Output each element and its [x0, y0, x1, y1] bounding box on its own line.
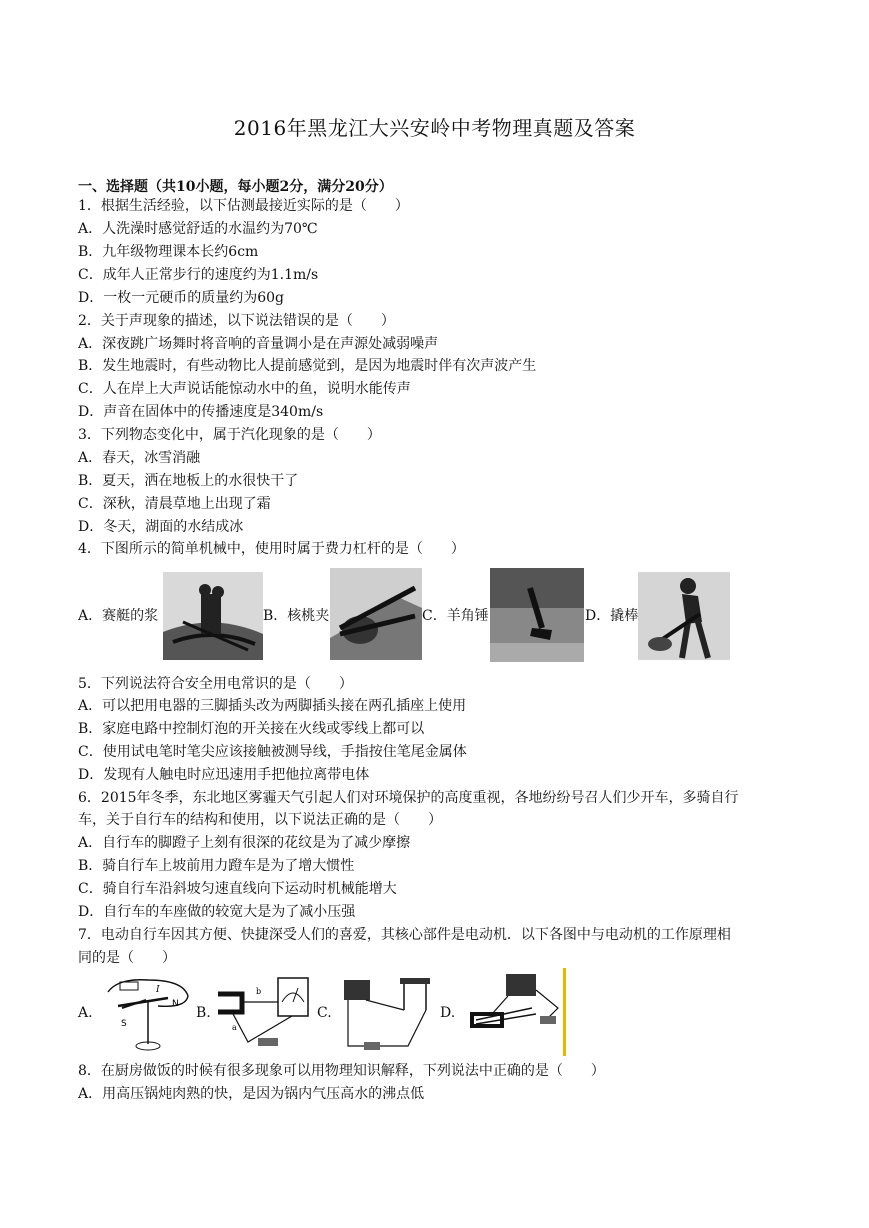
- battery-circuit-diagram: [338, 970, 436, 1058]
- q5-option-b: B．家庭电路中控制灯泡的开关接在火线或零线上都可以: [78, 721, 425, 737]
- q8-stem: 8．在厨房做饭的时候有很多现象可以用物理知识解释，下列说法中正确的是（ ）: [78, 1063, 605, 1079]
- q6-option-b: B．骑自行车上坡前用力蹬车是为了增大惯性: [78, 858, 355, 874]
- page-title: 2016年黑龙江大兴安岭中考物理真题及答案: [233, 116, 636, 140]
- q3-option-d: D．冬天，湖面的水结成冰: [78, 519, 244, 535]
- rowing-oar-photo: [163, 572, 263, 660]
- generator-galvanometer-diagram: [212, 972, 312, 1058]
- fig-b-label-b: b: [256, 987, 262, 996]
- q6-option-d: D．自行车的车座做的较宽大是为了减小压强: [78, 904, 356, 920]
- q3-option-a: A．春天，冰雪消融: [78, 450, 201, 466]
- q7-option-a: A.: [78, 1005, 93, 1021]
- q6-option-c: C．骑自行车沿斜坡匀速直线向下运动时机械能增大: [78, 881, 397, 897]
- motor-rails-diagram: [462, 968, 568, 1058]
- q4-option-a: A．赛艇的浆: [78, 608, 159, 624]
- claw-hammer-photo: [490, 568, 584, 662]
- q8-option-a: A．用高压锅炖肉熟的快，是因为锅内气压高水的沸点低: [78, 1086, 425, 1102]
- section-heading: 一、选择题（共10小题，每小题2分，满分20分）: [78, 179, 393, 195]
- q4-option-d: D．撬棒: [585, 608, 639, 624]
- oersted-compass-diagram: [98, 972, 198, 1054]
- q5-option-c: C．使用试电笔时笔尖应该接触被测导线，手指按住笔尾金属体: [78, 744, 467, 760]
- q7-option-d: D.: [440, 1005, 456, 1021]
- q1-option-b: B．九年级物理课本长约6cm: [78, 244, 259, 260]
- q1-option-c: C．成年人正常步行的速度约为1.1m/s: [78, 267, 319, 283]
- q4-option-c: C．羊角锤: [422, 608, 489, 624]
- q7-option-c: C.: [317, 1005, 332, 1021]
- fig-b-label-a: a: [232, 1023, 237, 1032]
- q7-stem-line1: 7．电动自行车因其方便、快捷深受人们的喜爱，其核心部件是电动机．以下各图中与电动机的工作原理相: [78, 927, 731, 943]
- q3-option-b: B．夏天，洒在地板上的水很快干了: [78, 473, 299, 489]
- q6-stem-line1: 6．2015年冬季，东北地区雾霾天气引起人们对环境保护的高度重视，各地纷纷号召人们少开车，多骑自行: [78, 790, 739, 806]
- nutcracker-photo: [330, 568, 422, 660]
- q6-option-a: A．自行车的脚蹬子上刻有很深的花纹是为了减少摩擦: [78, 835, 411, 851]
- q2-option-a: A．深夜跳广场舞时将音响的音量调小是在声源处减弱噪声: [78, 336, 439, 352]
- q5-stem: 5．下列说法符合安全用电常识的是（ ）: [78, 676, 353, 692]
- fig-a-label-i: I: [156, 985, 160, 995]
- q2-option-b: B．发生地震时，有些动物比人提前感觉到，是因为地震时伴有次声波产生: [78, 358, 537, 374]
- q4-option-b: B．核桃夹: [263, 608, 330, 624]
- q1-option-a: A．人洗澡时感觉舒适的水温约为70℃: [78, 221, 318, 237]
- q2-option-c: C．人在岸上大声说话能惊动水中的鱼，说明水能传声: [78, 381, 411, 397]
- q3-stem: 3．下列物态变化中，属于汽化现象的是（ ）: [78, 427, 381, 443]
- crowbar-photo: [638, 572, 730, 660]
- q7-option-b: B.: [196, 1005, 211, 1021]
- q3-option-c: C．深秋，清晨草地上出现了霜: [78, 496, 271, 512]
- q6-stem-line2: 车，关于自行车的结构和使用，以下说法正确的是（ ）: [78, 812, 442, 828]
- q1-stem: 1．根据生活经验，以下估测最接近实际的是（ ）: [78, 198, 409, 214]
- q5-option-d: D．发现有人触电时应迅速用手把他拉离带电体: [78, 767, 370, 783]
- fig-a-label-n: N: [172, 999, 179, 1009]
- q2-option-d: D．声音在固体中的传播速度是340m/s: [78, 404, 324, 420]
- q1-option-d: D．一枚一元硬币的质量约为60g: [78, 290, 285, 306]
- q4-stem: 4．下图所示的简单机械中，使用时属于费力杠杆的是（ ）: [78, 541, 465, 557]
- fig-a-label-s: S: [121, 1019, 127, 1029]
- q5-option-a: A．可以把用电器的三脚插头改为两脚插头接在两孔插座上使用: [78, 698, 467, 714]
- q7-stem-line2: 同的是（ ）: [78, 950, 176, 966]
- q2-stem: 2．关于声现象的描述，以下说法错误的是（ ）: [78, 313, 395, 329]
